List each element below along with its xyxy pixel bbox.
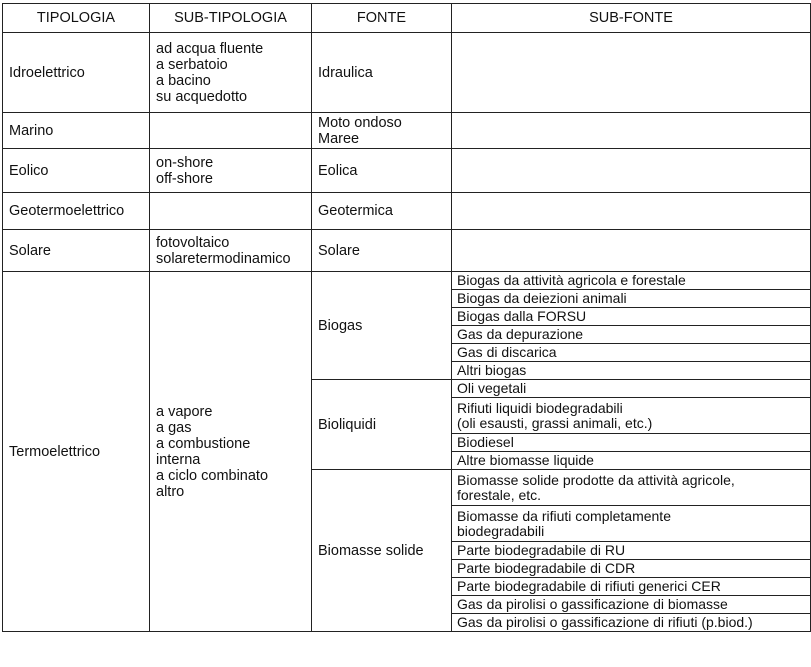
sub-fonte-cell bbox=[452, 230, 811, 272]
tipologia-cell: Marino bbox=[3, 113, 150, 149]
sub-fonte-cell bbox=[452, 113, 811, 149]
sub-fonte-cell: Gas di discarica bbox=[452, 344, 811, 362]
sub-fonte-cell bbox=[452, 149, 811, 193]
sub-tipologia-cell: a vapore a gas a combustione interna a ciclo combinato altro bbox=[150, 272, 312, 632]
sub-fonte-cell: Altre biomasse liquide bbox=[452, 452, 811, 470]
sub-fonte-cell: Parte biodegradabile di rifiuti generici CER bbox=[452, 578, 811, 596]
row-geotermoelettrico bbox=[3, 193, 811, 230]
sub-fonte-cell: Rifiuti liquidi biodegradabili (oli esausti, grassi animali, etc.) bbox=[452, 398, 811, 434]
header-tipologia: TIPOLOGIA bbox=[3, 4, 150, 33]
header-row bbox=[3, 4, 811, 33]
tipologia-cell: Idroelettrico bbox=[3, 33, 150, 113]
sub-fonte-cell: Biodiesel bbox=[452, 434, 811, 452]
sub-fonte-cell bbox=[452, 193, 811, 230]
header-sub-tipologia: SUB-TIPOLOGIA bbox=[150, 4, 312, 33]
sub-fonte-cell: Biogas da deiezioni animali bbox=[452, 290, 811, 308]
row-solare bbox=[3, 230, 811, 272]
sub-fonte-cell: Altri biogas bbox=[452, 362, 811, 380]
sub-tipologia-cell bbox=[150, 113, 312, 149]
fonte-cell: Geotermica bbox=[312, 193, 452, 230]
sub-fonte-cell: Biomasse da rifiuti completamente biodegradabili bbox=[452, 506, 811, 542]
sub-fonte-cell: Gas da pirolisi o gassificazione di biomasse bbox=[452, 596, 811, 614]
row-eolico bbox=[3, 149, 811, 193]
sub-tipologia-cell: ad acqua fluente a serbatoio a bacino su acquedotto bbox=[150, 33, 312, 113]
sub-fonte-cell: Gas da depurazione bbox=[452, 326, 811, 344]
sub-fonte-cell: Parte biodegradabile di RU bbox=[452, 542, 811, 560]
tipologia-cell: Termoelettrico bbox=[3, 272, 150, 632]
fonte-cell: Eolica bbox=[312, 149, 452, 193]
header-sub-fonte: SUB-FONTE bbox=[452, 4, 811, 33]
sub-fonte-cell: Biogas da attività agricola e forestale bbox=[452, 272, 811, 290]
sub-fonte-cell: Parte biodegradabile di CDR bbox=[452, 560, 811, 578]
fonte-cell: Solare bbox=[312, 230, 452, 272]
energy-sources-table bbox=[2, 3, 811, 632]
sub-tipologia-cell bbox=[150, 193, 312, 230]
tipologia-cell: Eolico bbox=[3, 149, 150, 193]
sub-fonte-cell: Biogas dalla FORSU bbox=[452, 308, 811, 326]
sub-fonte-cell: Biomasse solide prodotte da attività agricole, forestale, etc. bbox=[452, 470, 811, 506]
fonte-cell-biogas: Biogas bbox=[312, 272, 452, 380]
row-idroelettrico bbox=[3, 33, 811, 113]
sub-fonte-cell: Oli vegetali bbox=[452, 380, 811, 398]
sub-fonte-cell: Gas da pirolisi o gassificazione di rifiuti (p.biod.) bbox=[452, 614, 811, 632]
tipologia-cell: Solare bbox=[3, 230, 150, 272]
fonte-cell-biomasse-solide: Biomasse solide bbox=[312, 470, 452, 632]
tipologia-cell: Geotermoelettrico bbox=[3, 193, 150, 230]
sub-tipologia-cell: fotovoltaico solaretermodinamico bbox=[150, 230, 312, 272]
fonte-cell-bioliquidi: Bioliquidi bbox=[312, 380, 452, 470]
sub-fonte-cell bbox=[452, 33, 811, 113]
sub-tipologia-cell: on-shore off-shore bbox=[150, 149, 312, 193]
row-termoelettrico bbox=[3, 272, 811, 290]
header-fonte: FONTE bbox=[312, 4, 452, 33]
fonte-cell: Moto ondoso Maree bbox=[312, 113, 452, 149]
fonte-cell: Idraulica bbox=[312, 33, 452, 113]
row-marino bbox=[3, 113, 811, 149]
